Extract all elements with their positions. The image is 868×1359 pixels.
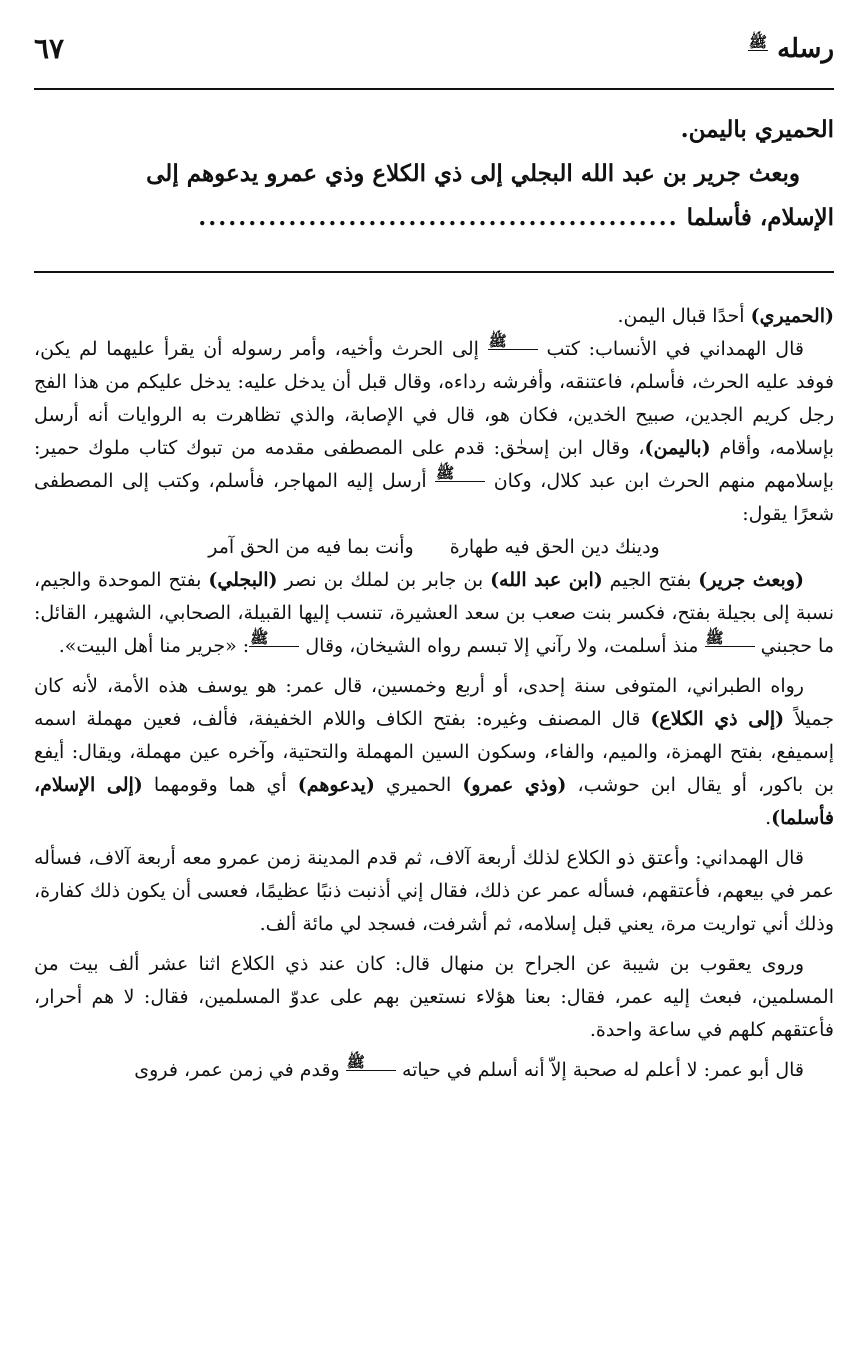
quoted-phrase: (إلى الإسلام، فأسلما) — [34, 774, 834, 829]
salla-glyph: ﷺ — [346, 1054, 396, 1071]
commentary-text-run: رواه الطبراني، المتوفى سنة إحدى، أو أربع وخمسين، قال عمر: هو يوسف هذه الأمة، لأنه كان جميلاً — [34, 675, 835, 730]
page-number: ٦٧ — [34, 32, 65, 65]
commentary-text-run: قال أبو عمر: لا أعلم له صحبة إلاّ أنه أسلم في حياته — [395, 1059, 804, 1081]
quoted-phrase: (إلى ذي الكلاع) — [650, 708, 785, 730]
running-title-text: رسله — [777, 34, 834, 64]
commentary-paragraph-7 — [34, 1054, 834, 1087]
commentary-text-run: : «جرير منا أهل البيت». — [58, 635, 250, 657]
commentary-text-run: أحدًا قبال اليمن. — [617, 305, 751, 327]
commentary-text-run: . — [765, 807, 772, 829]
quoted-phrase: (باليمن) — [644, 437, 711, 459]
salla-glyph: ﷺ — [488, 333, 538, 350]
salla-glyph: ﷺ — [249, 630, 299, 647]
quoted-phrase: (ابن عبد الله) — [490, 569, 603, 591]
matn-line-2: وبعث جرير بن عبد الله البجلي إلى ذي الكلاع وذي عمرو يدعوهم إلى — [146, 160, 800, 187]
matn-commentary-separator — [34, 271, 834, 273]
verse-hemistich-left: وأنت بما فيه من الحق آمر — [208, 536, 414, 558]
commentary-paragraph-5: قال الهمداني: وأعتق ذو الكلاع لذلك أربعة آلاف، ثم قدم المدينة زمن عمرو معه أربعة آلاف، فسأله عمر في بيعهم، فأعتقهم، فسأله عمر عن ذلك، فقال إني أذنبت ذنبًا عظيمًا، فعسى أن يكون ذلك كفارة، وذلك أني تواريت مرة، يعني قبل إسلامه، ثم أشرفت، فسجد لي مائة ألف. — [34, 847, 834, 935]
commentary-text-run: ، وقال ابن إسحٰق: قدم على المصطفى مقدمه من تبوك كتاب ملوك حمير: بإسلامهم منهم الحرث ابن عبد كلال، وكان — [34, 437, 834, 492]
commentary-text-run: إلى الحرث وأخيه، وأمر رسوله أن يقرأ عليهما لم يكن، فوفد عليه الحرث، فأسلم، فاعتنقه، وأفرشه رداءه، وقال قبل أن يدخل عليه: يدخل عليكم من هذا الفج رجل كريم الجدين، صبيح الخدين، فكان هو، قال في الإصابة، والذي تظاهرت به الروايات أنه أرسل بإسلامه، وأقام — [34, 338, 834, 459]
commentary-text-run: وقدم في زمن عمر، فروى — [134, 1059, 346, 1081]
matn-line-3-text: الإسلام، فأسلما — [686, 204, 834, 231]
commentary-paragraph-3 — [34, 564, 834, 663]
matn-dots: ................................................ — [198, 204, 679, 231]
commentary-text-run: منذ أسلمت، ولا رآني إلا تبسم رواه الشيخان، وقال — [299, 635, 705, 657]
commentary-text-run: الحميري — [374, 774, 463, 796]
matn-line-1: الحميري باليمن. — [680, 116, 834, 143]
salla-glyph: ﷺ — [748, 33, 768, 51]
commentary-text-run: قال المصنف وغيره: بفتح الكاف واللام الخفيفة، فألف، فعين مهملة اسمه إسميفع، بفتح الهمزة، والميم، والفاء، وسكون السين المهملة والتحتية، وآخره عين مهملة، ويقال: أيفع بن باكور، أو يقال ابن حوشب، — [34, 708, 835, 796]
commentary-text-run: أرسل إليه المهاجر، فأسلم، وكتب إلى المصطفى شعرًا يقول: — [34, 470, 834, 525]
commentary-paragraph-4 — [34, 670, 834, 835]
poetry-verse — [34, 531, 834, 564]
quoted-phrase: (وبعث جرير) — [698, 569, 804, 591]
quoted-phrase: (وذي عمرو) — [462, 774, 567, 796]
matn-text — [34, 108, 834, 240]
salla-glyph: ﷺ — [435, 465, 485, 482]
commentary-paragraph-1 — [34, 300, 834, 333]
commentary-paragraph-2 — [34, 333, 834, 531]
header-rule — [34, 88, 834, 90]
commentary-text-run: بن جابر بن لملك بن نصر — [277, 569, 491, 591]
commentary-text-run: أي هما وقومهما — [142, 774, 298, 796]
commentary-text — [34, 300, 834, 1087]
quoted-phrase: (يدعوهم) — [297, 774, 375, 796]
page-header — [34, 28, 834, 78]
matn-line-3 — [34, 196, 834, 240]
quoted-phrase: (البجلي) — [208, 569, 278, 591]
commentary-text-run: بفتح الجيم — [602, 569, 699, 591]
verse-hemistich-right: ودينك دين الحق فيه طهارة — [449, 536, 660, 558]
quoted-phrase: (الحميري) — [750, 305, 834, 327]
commentary-paragraph-6: وروى يعقوب بن شيبة عن الجراح بن منهال قال: كان عند ذي الكلاع اثنا عشر ألف بيت من المسلمين، فبعث إليه عمر، فقال: بعنا هؤلاء نستعين بهم على عدوّ المسلمين، فقال: لا هم أحرار، فأعتقهم كلهم في ساعة واحدة. — [34, 953, 834, 1041]
running-title — [748, 34, 834, 64]
commentary-text-run: قال الهمداني في الأنساب: كتب — [537, 338, 804, 360]
salla-glyph: ﷺ — [705, 630, 755, 647]
commentary-text-run: بفتح الموحدة والجيم، نسبة إلى بجيلة بفتح، فكسر بنت صعب بن سعد العشيرة، تنسب إليها القبيلة، الصحابي، الشهير، القائل: ما حجبني — [34, 569, 834, 657]
